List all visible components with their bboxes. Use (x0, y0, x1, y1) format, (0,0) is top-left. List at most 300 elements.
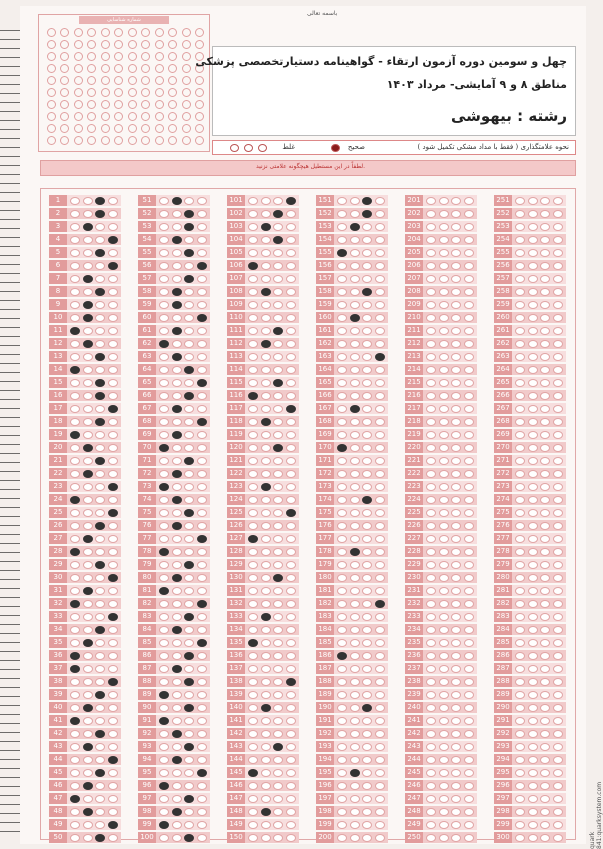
answer-bubble[interactable] (553, 197, 563, 205)
answer-bubble[interactable] (108, 288, 118, 296)
id-digit-bubble[interactable] (128, 64, 137, 73)
answer-bubble[interactable] (286, 730, 296, 738)
answer-bubble[interactable] (464, 834, 474, 842)
answer-bubble[interactable] (540, 717, 550, 725)
answer-bubble[interactable] (451, 405, 461, 413)
id-digit-bubble[interactable] (155, 76, 164, 85)
answer-bubble[interactable] (553, 574, 563, 582)
answer-bubble[interactable] (273, 431, 283, 439)
answer-bubble[interactable] (286, 288, 296, 296)
answer-bubble[interactable] (261, 769, 271, 777)
answer-bubble[interactable] (464, 366, 474, 374)
answer-bubble[interactable] (464, 379, 474, 387)
answer-bubble[interactable] (172, 522, 182, 530)
answer-bubble[interactable] (350, 574, 360, 582)
answer-bubble[interactable] (184, 314, 194, 322)
answer-bubble[interactable] (70, 457, 80, 465)
answer-bubble[interactable] (172, 509, 182, 517)
answer-bubble[interactable] (540, 327, 550, 335)
answer-bubble[interactable] (375, 574, 385, 582)
answer-bubble[interactable] (451, 561, 461, 569)
answer-bubble[interactable] (426, 535, 436, 543)
answer-bubble[interactable] (350, 756, 360, 764)
answer-bubble[interactable] (337, 444, 347, 452)
answer-bubble[interactable] (184, 210, 194, 218)
answer-bubble[interactable] (108, 223, 118, 231)
answer-bubble[interactable] (83, 405, 93, 413)
answer-bubble[interactable] (248, 470, 258, 478)
answer-bubble[interactable] (108, 444, 118, 452)
answer-bubble[interactable] (83, 197, 93, 205)
answer-bubble[interactable] (426, 470, 436, 478)
id-digit-bubble[interactable] (60, 40, 69, 49)
answer-bubble[interactable] (464, 340, 474, 348)
answer-bubble[interactable] (464, 587, 474, 595)
answer-bubble[interactable] (540, 249, 550, 257)
answer-bubble[interactable] (159, 470, 169, 478)
answer-bubble[interactable] (108, 795, 118, 803)
answer-bubble[interactable] (248, 236, 258, 244)
answer-bubble[interactable] (83, 626, 93, 634)
answer-bubble[interactable] (451, 522, 461, 530)
answer-bubble[interactable] (248, 444, 258, 452)
answer-bubble[interactable] (515, 431, 525, 439)
answer-bubble[interactable] (350, 262, 360, 270)
id-digit-bubble[interactable] (101, 112, 110, 121)
id-digit-bubble[interactable] (60, 64, 69, 73)
answer-bubble[interactable] (362, 496, 372, 504)
answer-bubble[interactable] (515, 444, 525, 452)
answer-bubble[interactable] (108, 431, 118, 439)
answer-bubble[interactable] (286, 548, 296, 556)
answer-bubble[interactable] (184, 678, 194, 686)
answer-bubble[interactable] (70, 717, 80, 725)
answer-bubble[interactable] (439, 379, 449, 387)
answer-bubble[interactable] (515, 236, 525, 244)
answer-bubble[interactable] (95, 652, 105, 660)
answer-bubble[interactable] (108, 496, 118, 504)
answer-bubble[interactable] (172, 301, 182, 309)
answer-bubble[interactable] (83, 457, 93, 465)
answer-bubble[interactable] (286, 236, 296, 244)
answer-bubble[interactable] (337, 639, 347, 647)
answer-bubble[interactable] (515, 548, 525, 556)
answer-bubble[interactable] (108, 600, 118, 608)
answer-bubble[interactable] (172, 457, 182, 465)
answer-bubble[interactable] (362, 483, 372, 491)
answer-bubble[interactable] (286, 444, 296, 452)
id-digit-bubble[interactable] (47, 100, 56, 109)
answer-bubble[interactable] (159, 249, 169, 257)
answer-bubble[interactable] (273, 691, 283, 699)
answer-bubble[interactable] (515, 730, 525, 738)
answer-bubble[interactable] (337, 782, 347, 790)
answer-bubble[interactable] (261, 782, 271, 790)
answer-bubble[interactable] (172, 405, 182, 413)
answer-bubble[interactable] (528, 288, 538, 296)
answer-bubble[interactable] (261, 678, 271, 686)
answer-bubble[interactable] (464, 210, 474, 218)
answer-bubble[interactable] (95, 691, 105, 699)
answer-bubble[interactable] (540, 652, 550, 660)
id-digit-bubble[interactable] (195, 124, 204, 133)
answer-bubble[interactable] (184, 223, 194, 231)
answer-bubble[interactable] (528, 496, 538, 504)
answer-bubble[interactable] (451, 743, 461, 751)
answer-bubble[interactable] (350, 652, 360, 660)
answer-bubble[interactable] (83, 223, 93, 231)
answer-bubble[interactable] (70, 821, 80, 829)
answer-bubble[interactable] (337, 262, 347, 270)
answer-bubble[interactable] (108, 379, 118, 387)
id-digit-bubble[interactable] (141, 136, 150, 145)
answer-bubble[interactable] (197, 652, 207, 660)
answer-bubble[interactable] (337, 431, 347, 439)
answer-bubble[interactable] (286, 197, 296, 205)
answer-bubble[interactable] (439, 405, 449, 413)
answer-bubble[interactable] (362, 327, 372, 335)
answer-bubble[interactable] (350, 236, 360, 244)
answer-bubble[interactable] (159, 522, 169, 530)
answer-bubble[interactable] (286, 639, 296, 647)
id-digit-bubble[interactable] (195, 76, 204, 85)
answer-bubble[interactable] (95, 535, 105, 543)
answer-bubble[interactable] (375, 652, 385, 660)
answer-bubble[interactable] (337, 743, 347, 751)
answer-bubble[interactable] (337, 613, 347, 621)
answer-bubble[interactable] (426, 561, 436, 569)
answer-bubble[interactable] (273, 444, 283, 452)
answer-bubble[interactable] (439, 548, 449, 556)
answer-bubble[interactable] (553, 288, 563, 296)
answer-bubble[interactable] (515, 639, 525, 647)
answer-bubble[interactable] (426, 210, 436, 218)
answer-bubble[interactable] (362, 210, 372, 218)
answer-bubble[interactable] (464, 457, 474, 465)
answer-bubble[interactable] (553, 665, 563, 673)
answer-bubble[interactable] (375, 418, 385, 426)
id-digit-bubble[interactable] (47, 28, 56, 37)
answer-bubble[interactable] (273, 366, 283, 374)
id-digit-bubble[interactable] (74, 28, 83, 37)
answer-bubble[interactable] (515, 470, 525, 478)
id-digit-bubble[interactable] (195, 136, 204, 145)
answer-bubble[interactable] (426, 639, 436, 647)
id-digit-bubble[interactable] (60, 112, 69, 121)
answer-bubble[interactable] (451, 288, 461, 296)
answer-bubble[interactable] (83, 691, 93, 699)
answer-bubble[interactable] (528, 340, 538, 348)
answer-bubble[interactable] (261, 314, 271, 322)
answer-bubble[interactable] (83, 431, 93, 439)
answer-bubble[interactable] (375, 275, 385, 283)
id-digit-bubble[interactable] (101, 88, 110, 97)
answer-bubble[interactable] (540, 665, 550, 673)
answer-bubble[interactable] (108, 327, 118, 335)
id-digit-bubble[interactable] (182, 76, 191, 85)
answer-bubble[interactable] (197, 223, 207, 231)
answer-bubble[interactable] (350, 548, 360, 556)
answer-bubble[interactable] (426, 249, 436, 257)
answer-bubble[interactable] (273, 223, 283, 231)
answer-bubble[interactable] (515, 288, 525, 296)
answer-bubble[interactable] (375, 379, 385, 387)
answer-bubble[interactable] (172, 691, 182, 699)
answer-bubble[interactable] (375, 340, 385, 348)
answer-bubble[interactable] (350, 691, 360, 699)
answer-bubble[interactable] (261, 444, 271, 452)
answer-bubble[interactable] (159, 210, 169, 218)
answer-bubble[interactable] (261, 522, 271, 530)
answer-bubble[interactable] (540, 405, 550, 413)
answer-bubble[interactable] (248, 223, 258, 231)
answer-bubble[interactable] (95, 327, 105, 335)
answer-bubble[interactable] (83, 665, 93, 673)
answer-bubble[interactable] (172, 795, 182, 803)
answer-bubble[interactable] (261, 626, 271, 634)
answer-bubble[interactable] (350, 444, 360, 452)
answer-bubble[interactable] (286, 782, 296, 790)
answer-bubble[interactable] (197, 678, 207, 686)
answer-bubble[interactable] (286, 275, 296, 283)
answer-bubble[interactable] (172, 665, 182, 673)
answer-bubble[interactable] (248, 795, 258, 803)
answer-bubble[interactable] (451, 665, 461, 673)
answer-bubble[interactable] (375, 392, 385, 400)
answer-bubble[interactable] (451, 444, 461, 452)
answer-bubble[interactable] (83, 301, 93, 309)
answer-bubble[interactable] (95, 262, 105, 270)
answer-bubble[interactable] (439, 730, 449, 738)
answer-bubble[interactable] (553, 483, 563, 491)
answer-bubble[interactable] (553, 639, 563, 647)
answer-bubble[interactable] (362, 678, 372, 686)
answer-bubble[interactable] (439, 574, 449, 582)
answer-bubble[interactable] (273, 340, 283, 348)
answer-bubble[interactable] (70, 210, 80, 218)
answer-bubble[interactable] (426, 730, 436, 738)
answer-bubble[interactable] (540, 470, 550, 478)
answer-bubble[interactable] (197, 769, 207, 777)
answer-bubble[interactable] (540, 197, 550, 205)
answer-bubble[interactable] (464, 327, 474, 335)
answer-bubble[interactable] (515, 535, 525, 543)
answer-bubble[interactable] (197, 704, 207, 712)
answer-bubble[interactable] (337, 704, 347, 712)
answer-bubble[interactable] (70, 678, 80, 686)
answer-bubble[interactable] (197, 613, 207, 621)
answer-bubble[interactable] (261, 574, 271, 582)
answer-bubble[interactable] (464, 197, 474, 205)
answer-bubble[interactable] (426, 678, 436, 686)
answer-bubble[interactable] (464, 678, 474, 686)
answer-bubble[interactable] (261, 821, 271, 829)
answer-bubble[interactable] (362, 652, 372, 660)
answer-bubble[interactable] (515, 652, 525, 660)
answer-bubble[interactable] (426, 301, 436, 309)
answer-bubble[interactable] (159, 288, 169, 296)
answer-bubble[interactable] (197, 327, 207, 335)
id-digit-bubble[interactable] (128, 136, 137, 145)
answer-bubble[interactable] (95, 457, 105, 465)
id-digit-bubble[interactable] (168, 124, 177, 133)
answer-bubble[interactable] (261, 223, 271, 231)
answer-bubble[interactable] (286, 834, 296, 842)
answer-bubble[interactable] (286, 574, 296, 582)
answer-bubble[interactable] (375, 769, 385, 777)
answer-bubble[interactable] (553, 717, 563, 725)
id-digit-bubble[interactable] (60, 28, 69, 37)
answer-bubble[interactable] (337, 470, 347, 478)
answer-bubble[interactable] (362, 665, 372, 673)
answer-bubble[interactable] (248, 678, 258, 686)
id-digit-bubble[interactable] (128, 40, 137, 49)
answer-bubble[interactable] (426, 223, 436, 231)
answer-bubble[interactable] (540, 691, 550, 699)
answer-bubble[interactable] (159, 340, 169, 348)
answer-bubble[interactable] (159, 600, 169, 608)
answer-bubble[interactable] (159, 678, 169, 686)
answer-bubble[interactable] (350, 431, 360, 439)
answer-bubble[interactable] (286, 678, 296, 686)
id-digit-bubble[interactable] (47, 76, 56, 85)
id-digit-bubble[interactable] (74, 136, 83, 145)
answer-bubble[interactable] (95, 743, 105, 751)
answer-bubble[interactable] (70, 808, 80, 816)
answer-bubble[interactable] (70, 353, 80, 361)
answer-bubble[interactable] (426, 327, 436, 335)
answer-bubble[interactable] (286, 340, 296, 348)
answer-bubble[interactable] (159, 223, 169, 231)
answer-bubble[interactable] (70, 561, 80, 569)
answer-bubble[interactable] (184, 652, 194, 660)
answer-bubble[interactable] (439, 444, 449, 452)
answer-bubble[interactable] (515, 392, 525, 400)
answer-bubble[interactable] (350, 405, 360, 413)
answer-bubble[interactable] (248, 717, 258, 725)
answer-bubble[interactable] (95, 301, 105, 309)
answer-bubble[interactable] (439, 834, 449, 842)
answer-bubble[interactable] (553, 821, 563, 829)
answer-bubble[interactable] (83, 327, 93, 335)
answer-bubble[interactable] (184, 392, 194, 400)
answer-bubble[interactable] (337, 197, 347, 205)
answer-bubble[interactable] (273, 639, 283, 647)
answer-bubble[interactable] (108, 561, 118, 569)
answer-bubble[interactable] (337, 275, 347, 283)
answer-bubble[interactable] (540, 496, 550, 504)
answer-bubble[interactable] (248, 301, 258, 309)
answer-bubble[interactable] (464, 223, 474, 231)
answer-bubble[interactable] (159, 691, 169, 699)
answer-bubble[interactable] (184, 236, 194, 244)
answer-bubble[interactable] (515, 808, 525, 816)
answer-bubble[interactable] (273, 314, 283, 322)
answer-bubble[interactable] (362, 314, 372, 322)
answer-bubble[interactable] (159, 509, 169, 517)
answer-bubble[interactable] (362, 509, 372, 517)
answer-bubble[interactable] (439, 808, 449, 816)
answer-bubble[interactable] (273, 600, 283, 608)
answer-bubble[interactable] (350, 626, 360, 634)
answer-bubble[interactable] (439, 626, 449, 634)
answer-bubble[interactable] (108, 249, 118, 257)
answer-bubble[interactable] (184, 587, 194, 595)
answer-bubble[interactable] (172, 262, 182, 270)
answer-bubble[interactable] (451, 652, 461, 660)
answer-bubble[interactable] (184, 834, 194, 842)
answer-bubble[interactable] (83, 704, 93, 712)
answer-bubble[interactable] (515, 210, 525, 218)
answer-bubble[interactable] (261, 236, 271, 244)
id-digit-bubble[interactable] (87, 64, 96, 73)
answer-bubble[interactable] (172, 327, 182, 335)
answer-bubble[interactable] (95, 600, 105, 608)
answer-bubble[interactable] (273, 249, 283, 257)
answer-bubble[interactable] (286, 470, 296, 478)
answer-bubble[interactable] (464, 522, 474, 530)
answer-bubble[interactable] (172, 756, 182, 764)
id-digit-bubble[interactable] (60, 124, 69, 133)
answer-bubble[interactable] (375, 626, 385, 634)
answer-bubble[interactable] (439, 262, 449, 270)
answer-bubble[interactable] (261, 275, 271, 283)
answer-bubble[interactable] (375, 236, 385, 244)
answer-bubble[interactable] (159, 353, 169, 361)
answer-bubble[interactable] (540, 301, 550, 309)
answer-bubble[interactable] (95, 405, 105, 413)
answer-bubble[interactable] (515, 821, 525, 829)
answer-bubble[interactable] (350, 327, 360, 335)
id-digit-bubble[interactable] (168, 112, 177, 121)
answer-bubble[interactable] (350, 392, 360, 400)
answer-bubble[interactable] (95, 379, 105, 387)
answer-bubble[interactable] (83, 496, 93, 504)
answer-bubble[interactable] (172, 782, 182, 790)
answer-bubble[interactable] (528, 327, 538, 335)
answer-bubble[interactable] (70, 535, 80, 543)
answer-bubble[interactable] (273, 210, 283, 218)
answer-bubble[interactable] (464, 808, 474, 816)
answer-bubble[interactable] (197, 444, 207, 452)
answer-bubble[interactable] (375, 431, 385, 439)
answer-bubble[interactable] (159, 301, 169, 309)
answer-bubble[interactable] (375, 288, 385, 296)
answer-bubble[interactable] (261, 483, 271, 491)
answer-bubble[interactable] (426, 795, 436, 803)
answer-bubble[interactable] (553, 327, 563, 335)
answer-bubble[interactable] (528, 535, 538, 543)
answer-bubble[interactable] (553, 795, 563, 803)
id-digit-bubble[interactable] (168, 52, 177, 61)
answer-bubble[interactable] (464, 652, 474, 660)
answer-bubble[interactable] (426, 717, 436, 725)
answer-bubble[interactable] (83, 262, 93, 270)
answer-bubble[interactable] (350, 223, 360, 231)
answer-bubble[interactable] (95, 795, 105, 803)
id-digit-bubble[interactable] (60, 100, 69, 109)
answer-bubble[interactable] (540, 457, 550, 465)
answer-bubble[interactable] (528, 353, 538, 361)
answer-bubble[interactable] (515, 496, 525, 504)
answer-bubble[interactable] (540, 223, 550, 231)
answer-bubble[interactable] (540, 756, 550, 764)
answer-bubble[interactable] (515, 197, 525, 205)
answer-bubble[interactable] (261, 327, 271, 335)
answer-bubble[interactable] (515, 327, 525, 335)
answer-bubble[interactable] (159, 197, 169, 205)
answer-bubble[interactable] (362, 561, 372, 569)
